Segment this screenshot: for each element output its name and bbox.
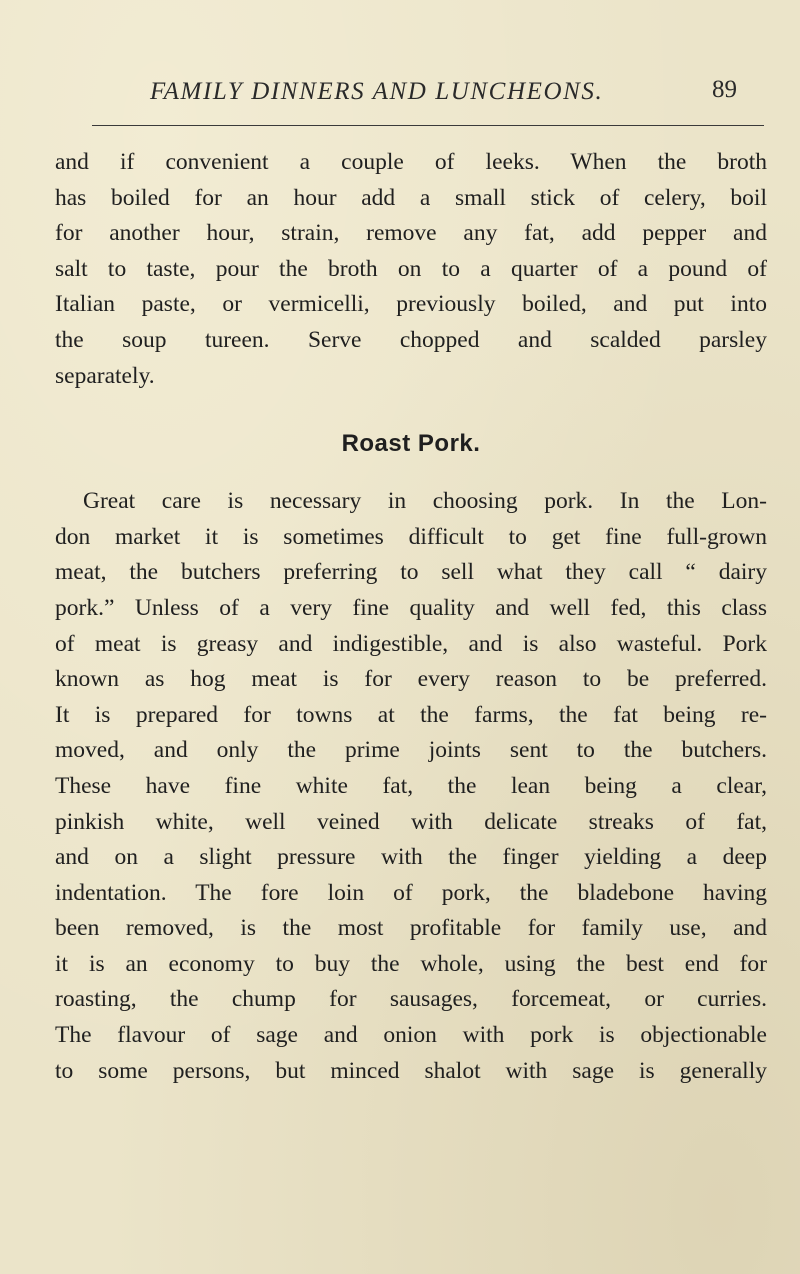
text-line: the soup tureen. Serve chopped and scalded parsley [55, 326, 767, 353]
paragraph-broth [55, 145, 767, 394]
text-line: pinkish white, well veined with delicate streaks of fat, [55, 808, 767, 835]
paragraph-roast-pork [55, 484, 767, 1089]
text-line: It is prepared for towns at the farms, the fat being re- [55, 701, 767, 728]
text-line: known as hog meat is for every reason to be preferred. [55, 666, 767, 693]
text-line: indentation. The fore loin of pork, the bladebone having [55, 879, 767, 906]
text-line: it is an economy to buy the whole, using the best end for [55, 950, 767, 977]
section-heading: Roast Pork. [341, 430, 481, 458]
text-line: roasting, the chump for sausages, forcemeat, or curries. [55, 986, 767, 1013]
text-line: for another hour, strain, remove any fat, add pepper and [55, 220, 767, 247]
body-text [55, 145, 767, 1089]
text-line: and if convenient a couple of leeks. When the broth [55, 149, 767, 175]
text-line: don market it is sometimes difficult to get fine full-grown [55, 523, 767, 550]
text-line: been removed, is the most profitable for family use, and [55, 915, 767, 942]
text-line: These have fine white fat, the lean being a clear, [55, 772, 767, 799]
text-line: The flavour of sage and onion with pork is objectionable [55, 1022, 767, 1049]
text-line: moved, and only the prime joints sent to the butchers. [55, 737, 767, 764]
text-line: and on a slight pressure with the finger yielding a deep [55, 844, 767, 871]
text-line: has boiled for an hour add a small stick of celery, boil [55, 184, 767, 211]
text-line: Italian paste, or vermicelli, previously boiled, and put into [55, 291, 767, 318]
text-line: pork.” Unless of a very fine quality and well fed, this class [55, 594, 767, 621]
text-line: salt to taste, pour the broth on to a quarter of a pound of [55, 255, 767, 282]
running-head: FAMILY DINNERS AND LUNCHEONS. [150, 78, 604, 105]
page-number: 89 [712, 76, 737, 103]
text-line: Great care is necessary in choosing pork. In the Lon- [83, 488, 767, 515]
text-line: meat, the butchers preferring to sell what they call “ dairy [55, 559, 767, 586]
text-line: of meat is greasy and indigestible, and is also wasteful. Pork [55, 630, 767, 657]
header-rule [92, 125, 764, 126]
text-line: separately. [55, 362, 155, 389]
text-line: to some persons, but minced shalot with sage is generally [55, 1057, 767, 1084]
